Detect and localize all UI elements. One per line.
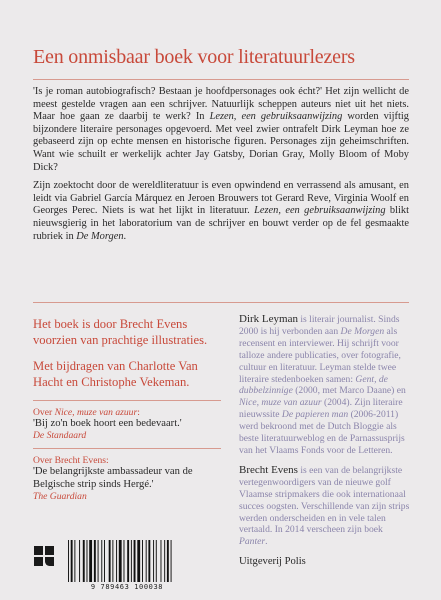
headline: Een onmisbaar boek voor literatuurlezers [33, 46, 355, 68]
illustrator-bio [239, 465, 411, 548]
intro-p2-end: . [123, 230, 127, 242]
intro-p1-part-b: worden vijftig bijzondere literaire personages opgevoerd. Met veel zwier ontrafelt Dirk Leyman hoe ze gebaseerd zijn op echte mensen en historische figuren. Personages zijn geheimschriften. Want wie schuilt er werkelijk achter Jay Gatsby, Dorian Gray, Molly Bloom of Moby Dick? [33, 111, 409, 173]
intro-p2-book-title: Lezen, een gebruiksaanwijzing [254, 205, 386, 217]
bio-text: (2000, met Marco Daane) en [292, 385, 406, 397]
quote-text: 'Bij zo'n boek hoort een bedevaart.' [33, 418, 182, 429]
intro-paragraph-1 [33, 86, 409, 174]
bio-text: (2006-2011) werd bekroond met de Dutch Bloggie als beste literatuurweblog en de Parnassusprijs van het Vlaams Fonds voor de Letteren. [239, 409, 405, 456]
barcode-icon [62, 540, 192, 582]
bio-text: is een van de belangrijkste vertegenwoordigers van de nieuwe golf Vlaamse stripmakers die ook internationaal succes oogsten. Verschillende van zijn strips werden onderscheiden en in vele talen vertaald. In 2014 verscheen zijn boek [239, 464, 410, 536]
promo-illustrations: Het boek is door Brecht Evens voorzien van prachtige illustraties. [33, 317, 208, 347]
quote-label [33, 407, 223, 418]
bio-newspaper: De Morgen [340, 325, 385, 337]
illustrator-name: Brecht Evens [239, 463, 298, 476]
intro-p2-newspaper: De Morgen [76, 230, 124, 242]
intro-p2-part-b: blikt nieuwsgierig in het laboratorium van de schrijver en bouwt verder op de fel gesmaakte rubriek in [33, 205, 409, 242]
barcode-area [62, 540, 192, 592]
quote-label-suffix: : [137, 407, 140, 418]
bio-book-title: Panter [239, 536, 266, 548]
divider-top [33, 79, 409, 80]
quote-source: De Standaard [33, 430, 87, 442]
polis-logo-icon [33, 545, 55, 567]
barcode-digits: 9 789463 100038 [90, 583, 164, 591]
bio-book-title: De papieren man [281, 409, 349, 421]
bio-book-title: Nice, muze van azuur [239, 397, 322, 409]
bio-book-title: Gent, de dubbelzinnige [239, 373, 388, 397]
quote-label-prefix: Over Brecht Evens: [33, 455, 109, 467]
bio-text: is literair journalist. Sinds 2000 is hij verbonden aan [239, 314, 400, 337]
divider-middle [33, 302, 409, 303]
quote-evens [33, 449, 223, 509]
intro-p1-book-title: Lezen, een gebruiksaanwijzing [209, 111, 343, 123]
promo-contributors: Met bijdragen van Charlotte Van Hacht en Christophe Vekeman. [33, 359, 198, 389]
left-column [33, 316, 223, 509]
quote-label-prefix: Over [33, 407, 55, 418]
quote-label [33, 455, 223, 466]
bio-text: (2004). Zijn literaire nieuwssite [239, 397, 403, 421]
right-column [239, 314, 411, 567]
intro-p2-part-a: Zijn zoektocht door de wereldliteratuur is even opwindend en verrassend als amusant, en leidt via Gabriel García Márquez en Jeroen Brouwers tot Gerard Reve, Virginia Woolf en Georges Perec. Niets is wat het lijkt in literatuur. [33, 180, 409, 217]
bio-text: . [265, 536, 268, 548]
publisher-name: Uitgeverij Polis [239, 556, 306, 568]
quote-nice [33, 401, 223, 448]
quote-source: The Guardian [33, 491, 87, 503]
bio-text: als recensent en interviewer. Hij schrijft voor talloze andere publicaties, over fotografie, cultuur en literatuur. Leyman stelde twee literaire stedenboeken samen: [239, 325, 401, 385]
intro-p1-part-a: 'Is je roman autobiografisch? Bestaan je hoofdpersonages ook écht?' Het zijn wellicht de meest gestelde vragen aan een schrijver. Natuurlijk scheppen auteurs niet uit het niets. Maar hoe gaan ze daarbij te werk? In [33, 86, 409, 123]
author-bio [239, 314, 411, 457]
intro-text [33, 86, 409, 249]
intro-paragraph-2 [33, 180, 409, 243]
quote-label-title: Nice, muze van azuur [54, 407, 138, 418]
author-name: Dirk Leyman [239, 313, 298, 325]
quote-text: 'De belangrijkste ambassadeur van de Belgische strip sinds Hergé.' [33, 466, 193, 490]
